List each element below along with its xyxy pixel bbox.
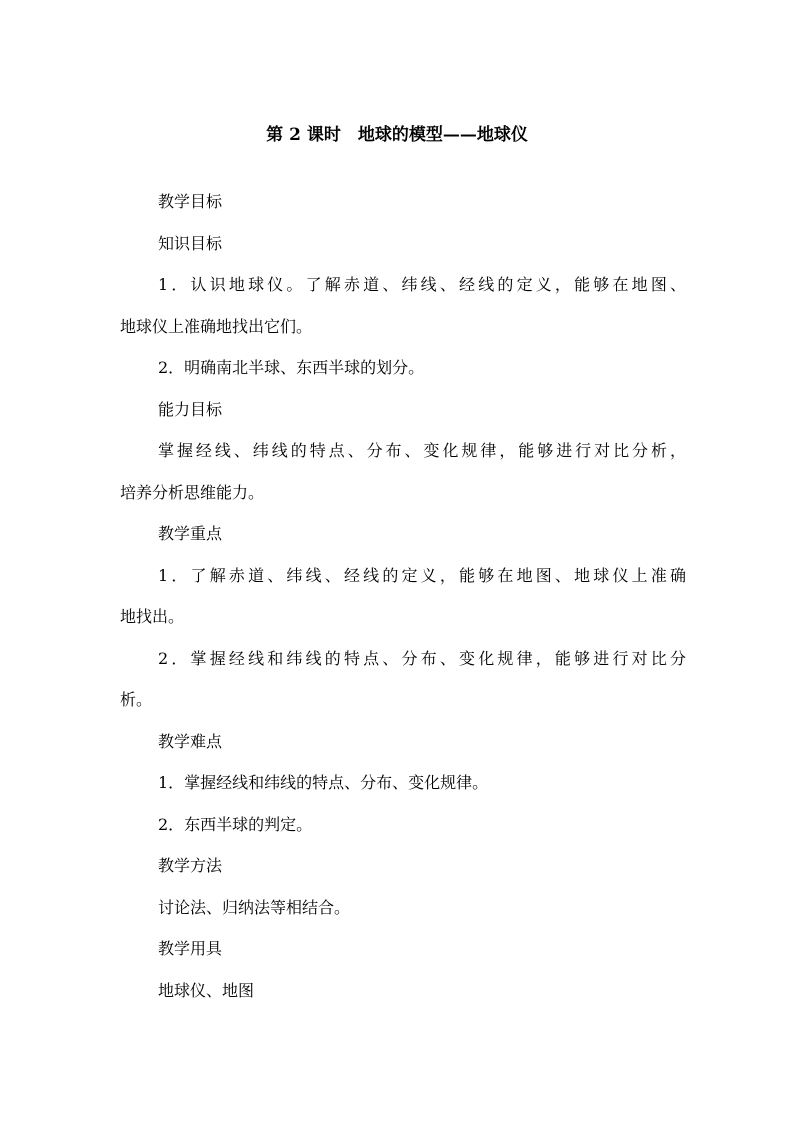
paragraph-line: 培养分析思维能力。 (120, 482, 265, 502)
document-body (120, 181, 686, 1011)
paragraph-line: 讨论法、归纳法等相结合。 (158, 897, 351, 917)
heading-teaching-difficulties: 教学难点 (158, 731, 223, 751)
paragraph-line: 地球仪、地图 (158, 980, 255, 1000)
subheading-knowledge-objectives: 知识目标 (158, 233, 223, 253)
heading-teaching-tools: 教学用具 (158, 939, 223, 958)
paragraph-line: 地球仪上准确地找出它们。 (120, 316, 313, 336)
heading-teaching-objectives: 教学目标 (158, 192, 223, 211)
heading-teaching-methods: 教学方法 (158, 856, 223, 875)
paragraph-line: 2．东西半球的判定。 (158, 814, 313, 834)
paragraph-line: 1．认识地球仪。了解赤道、纬线、经线的定义，能够在地图、 (158, 275, 686, 294)
heading-teaching-key-points: 教学重点 (158, 524, 223, 543)
subheading-ability-objectives: 能力目标 (158, 399, 223, 419)
paragraph-line: 2．掌握经线和纬线的特点、分布、变化规律，能够进行对比分 (158, 648, 686, 668)
paragraph-line: 1．掌握经线和纬线的特点、分布、变化规律。 (158, 773, 489, 792)
paragraph-line: 1．了解赤道、纬线、经线的定义，能够在地图、地球仪上准确 (158, 565, 686, 585)
paragraph-line: 2．明确南北半球、东西半球的划分。 (158, 358, 425, 377)
paragraph-line: 析。 (120, 690, 153, 709)
page-title: 第 2 课时 地球的模型——地球仪 (266, 125, 528, 145)
paragraph-line: 掌握经线、纬线的特点、分布、变化规律，能够进行对比分析， (158, 441, 686, 460)
paragraph-line: 地找出。 (120, 607, 185, 626)
